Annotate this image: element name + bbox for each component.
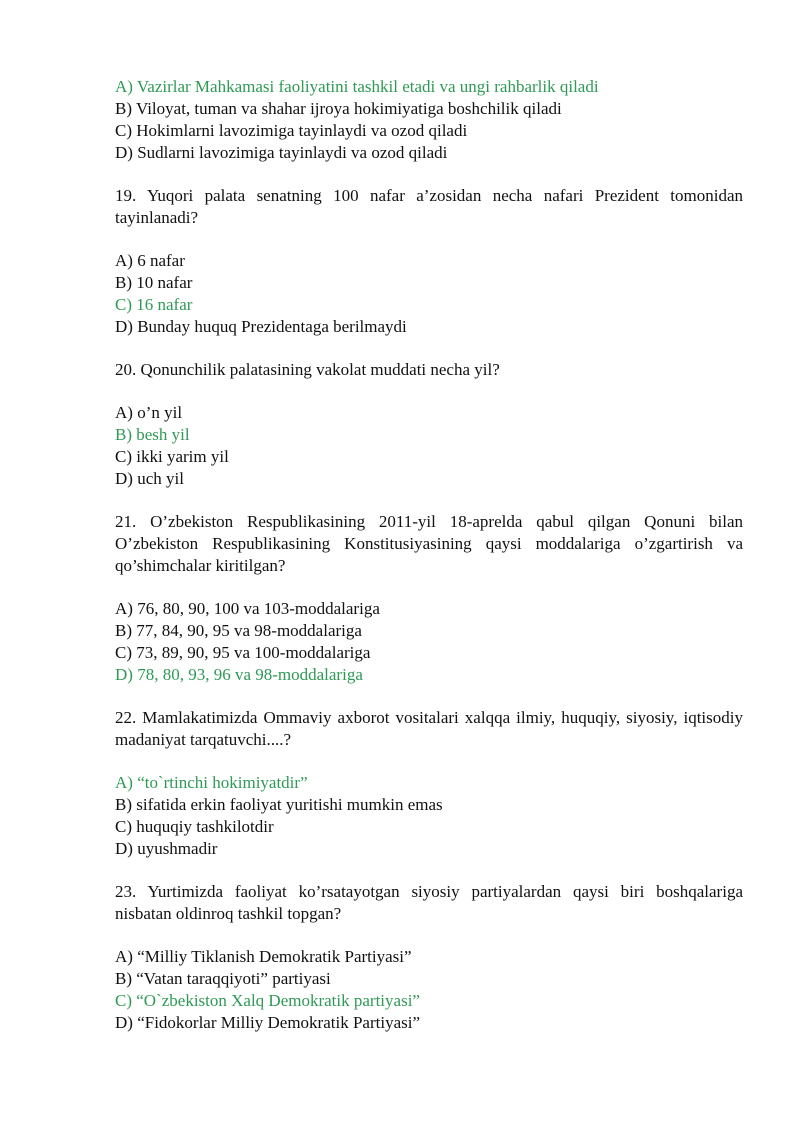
option-item: C) huquqiy tashkilotdir (115, 817, 274, 836)
question-23 (115, 881, 743, 1034)
question-text: 21. O’zbekiston Respublikasining 2011-yil 18-aprelda qabul qilgan Qonuni bilan O’zbekiston Respublikasining Konstitusiyasining qaysi moddalariga o’zgartirish va qo’shimchalar kiritilgan? (115, 512, 743, 575)
option-item: B) sifatida erkin faoliyat yuritishi mumkin emas (115, 795, 443, 814)
option-item: A) 6 nafar (115, 251, 185, 270)
question-text: 19. Yuqori palata senatning 100 nafar a’zosidan necha nafari Prezident tomonidan tayinlanadi? (115, 186, 743, 227)
option-item: D) Bunday huquq Prezidentaga berilmaydi (115, 317, 407, 336)
option-item: A) “Milliy Tiklanish Demokratik Partiyasi” (115, 947, 412, 966)
question-22 (115, 707, 743, 860)
question-text: 22. Mamlakatimizda Ommaviy axborot vositalari xalqqa ilmiy, huquqiy, siyosiy, iqtisodiy madaniyat tarqatuvchi....? (115, 708, 743, 749)
option-item: C) 73, 89, 90, 95 va 100-moddalariga (115, 643, 371, 662)
correct-option-item: B) besh yil (115, 425, 190, 444)
option-item: D) uyushmadir (115, 839, 218, 858)
question-21 (115, 511, 743, 686)
option-item: B) “Vatan taraqqiyoti” partiyasi (115, 969, 331, 988)
option-item: B) Viloyat, tuman va shahar ijroya hokimiyatiga boshchilik qiladi (115, 99, 562, 118)
option-item: D) Sudlarni lavozimiga tayinlaydi va ozod qiladi (115, 143, 448, 162)
option-item: D) uch yil (115, 469, 184, 488)
option-item: D) “Fidokorlar Milliy Demokratik Partiyasi” (115, 1013, 420, 1032)
option-item: A) 76, 80, 90, 100 va 103-moddalariga (115, 599, 380, 618)
question-19 (115, 185, 743, 338)
option-item: C) Hokimlarni lavozimiga tayinlaydi va ozod qiladi (115, 121, 468, 140)
quiz-content (115, 76, 743, 1034)
correct-option-item: D) 78, 80, 93, 96 va 98-moddalariga (115, 665, 363, 684)
option-item: A) o’n yil (115, 403, 183, 422)
question-text: 23. Yurtimizda faoliyat ko’rsatayotgan siyosiy partiyalardan qaysi biri boshqalariga nisbatan oldinroq tashkil topgan? (115, 882, 743, 923)
correct-option-item: A) “to`rtinchi hokimiyatdir” (115, 773, 308, 792)
option-item: B) 77, 84, 90, 95 va 98-moddalariga (115, 621, 362, 640)
question-text: 20. Qonunchilik palatasining vakolat muddati necha yil? (115, 360, 500, 379)
lead-options (115, 76, 743, 164)
correct-option-item: C) 16 nafar (115, 295, 193, 314)
option-item: C) ikki yarim yil (115, 447, 229, 466)
correct-option-item: A) Vazirlar Mahkamasi faoliyatini tashkil etadi va ungi rahbarlik qiladi (115, 77, 599, 96)
question-20 (115, 359, 743, 490)
option-item: B) 10 nafar (115, 273, 193, 292)
correct-option-item: C) “O`zbekiston Xalq Demokratik partiyasi” (115, 991, 420, 1010)
